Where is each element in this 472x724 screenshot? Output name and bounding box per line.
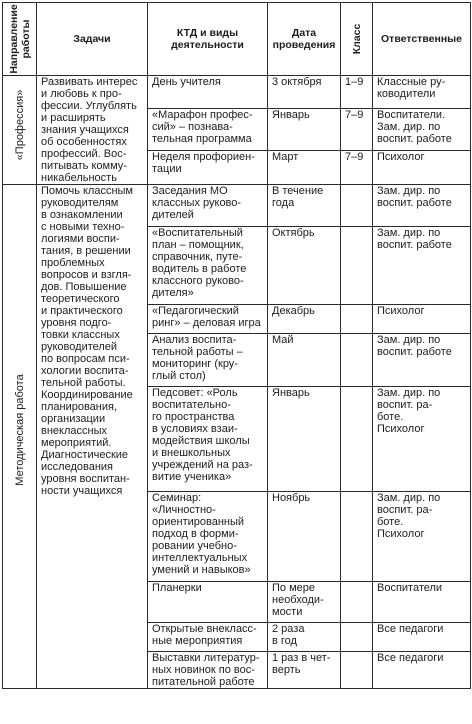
tasks-line: проблемных	[41, 257, 105, 269]
date-line: 2 раза	[272, 623, 305, 635]
tasks-line: руководителей	[41, 341, 118, 353]
work-plan-table	[2, 2, 471, 689]
responsible-cell	[373, 185, 471, 227]
tasks-line: исследования	[41, 461, 113, 473]
class-cell	[341, 623, 373, 652]
responsible-line: Все педагоги	[377, 623, 444, 635]
activity-line: план – помощник,	[152, 239, 244, 251]
activity-cell	[148, 108, 268, 151]
date-cell	[268, 334, 341, 387]
activity-line: Неделя профориен-	[152, 151, 255, 164]
activity-line: ровании учебно-	[152, 540, 237, 552]
header-row	[3, 3, 471, 76]
tasks-line: планирования,	[41, 401, 118, 413]
activity-line: подход в форми-	[152, 528, 239, 540]
activity-line: Семинар:	[152, 492, 202, 504]
date-cell	[268, 151, 341, 185]
table-row	[3, 76, 471, 109]
date-cell	[268, 185, 341, 227]
responsible-cell	[373, 334, 471, 387]
date-cell	[268, 652, 341, 689]
activity-line: День учителя	[152, 76, 221, 88]
class-cell	[341, 582, 373, 623]
tasks-line: организации	[41, 413, 106, 425]
activity-line: тельная программа	[152, 132, 252, 145]
activity-cell	[148, 76, 268, 109]
responsible-cell	[373, 492, 471, 582]
responsible-cell	[373, 76, 471, 109]
activity-line: водитель в работе	[152, 263, 247, 275]
activity-line: классных руково-	[152, 197, 242, 209]
header-tasks	[37, 3, 148, 76]
responsible-line: Зам. дир. по	[377, 387, 441, 399]
activity-line: питательной работе	[152, 676, 255, 688]
header-line: Направление	[7, 4, 20, 74]
table-row	[3, 185, 471, 227]
activity-line: мониторинг (кру-	[152, 358, 238, 370]
activity-cell	[148, 305, 268, 334]
responsible-line: воспит. ра-	[377, 504, 433, 516]
activity-cell	[148, 652, 268, 689]
date-line: Октябрь	[272, 227, 315, 239]
responsible-line: воспит. работе	[377, 239, 452, 251]
header-class-text	[351, 24, 363, 55]
class-cell	[341, 492, 373, 582]
responsible-line: Психолог	[377, 423, 425, 435]
responsible-cell	[373, 151, 471, 185]
date-line: Январь	[272, 108, 310, 121]
responsible-cell	[373, 623, 471, 652]
tasks-line: в ознакомлении	[41, 209, 123, 221]
tasks-line: вопросов и взгля-	[41, 269, 132, 281]
responsible-cell	[373, 582, 471, 623]
activity-line: и внешкольных	[152, 447, 231, 459]
tasks-line: и практического	[41, 305, 123, 317]
header-line: проведения	[272, 39, 336, 51]
date-line: Май	[272, 334, 294, 346]
tasks-line: уровня подго-	[41, 317, 112, 329]
header-direction	[3, 3, 37, 76]
activity-line: «Воспитательный	[152, 227, 243, 239]
activity-line: Открытые внекласс-	[152, 623, 257, 635]
header-line: работы	[19, 19, 32, 59]
responsible-line: Зам. дир. по	[377, 120, 441, 133]
activity-line: дителя»	[152, 287, 194, 299]
activity-line: «Личностно-	[152, 504, 216, 516]
responsible-line: Воспитатели.	[377, 108, 446, 121]
activity-cell	[148, 334, 268, 387]
date-cell	[268, 387, 341, 492]
responsible-line: Зам. дир. по	[377, 185, 441, 197]
activity-line: ные мероприятия	[152, 635, 243, 647]
responsible-line: воспит. ра-	[377, 399, 433, 411]
activity-line: Планерки	[152, 582, 202, 594]
activity-line: справочник, путе-	[152, 251, 243, 263]
tasks-line: Помочь классным	[41, 185, 133, 197]
tasks-line: никабельность	[41, 172, 117, 184]
header-line: деятельности	[171, 39, 244, 51]
activity-line: в условиях взаи-	[152, 423, 238, 435]
responsible-line: Психолог	[377, 151, 425, 164]
date-line: верть	[272, 664, 301, 676]
section-tasks-cell	[37, 76, 148, 185]
section-direction-label: Методическая работа	[13, 373, 26, 486]
responsible-cell	[373, 305, 471, 334]
header-responsible	[373, 3, 471, 76]
activity-line: глый стол)	[152, 370, 206, 382]
date-line: 3 октября	[272, 76, 322, 88]
activity-line: Анализ воспита-	[152, 334, 237, 346]
activity-cell	[148, 151, 268, 185]
class-cell	[341, 108, 373, 151]
activity-line: интеллектуальных	[152, 552, 248, 564]
header-line: Ответственные	[381, 33, 462, 45]
activity-line: «Марафон профес-	[152, 108, 253, 121]
tasks-line: об особенностях	[41, 136, 127, 148]
responsible-line: боте.	[377, 411, 404, 423]
responsible-line: Воспитатели	[377, 582, 443, 594]
date-line: По мере	[272, 582, 315, 594]
responsible-line: ководители	[377, 88, 436, 100]
date-line: года	[272, 197, 295, 209]
date-line: в год	[272, 635, 297, 647]
activity-cell	[148, 185, 268, 227]
header-line: Класс	[350, 23, 363, 55]
responsible-cell	[373, 227, 471, 305]
header-class	[341, 3, 373, 76]
class-cell	[341, 305, 373, 334]
activity-line: ринг» – деловая игра	[152, 317, 261, 329]
date-cell	[268, 623, 341, 652]
activity-line: го пространства	[152, 411, 235, 423]
activity-line: Педсовет: «Роль	[152, 387, 238, 399]
tasks-line: питывать комму-	[41, 160, 127, 172]
activity-line: воспитательно-	[152, 399, 231, 411]
responsible-line: Классные ру-	[377, 76, 446, 88]
activity-line: учреждений на раз-	[152, 459, 253, 471]
tasks-line: теоретического	[41, 293, 120, 305]
tasks-line: профессий. Вос-	[41, 148, 127, 160]
class-cell	[341, 387, 373, 492]
activity-line: Заседания МО	[152, 185, 228, 197]
activity-line: сий» – познава-	[152, 120, 233, 133]
date-cell	[268, 582, 341, 623]
header-line: КТД и виды	[176, 27, 239, 39]
date-line: необходи-	[272, 594, 324, 606]
date-line: мости	[272, 606, 303, 618]
activity-cell	[148, 623, 268, 652]
responsible-line: Зам. дир. по	[377, 492, 441, 504]
activity-line: тельной работы –	[152, 346, 243, 358]
tasks-line: Координирование	[41, 389, 133, 401]
date-cell	[268, 227, 341, 305]
tasks-line: товки классных	[41, 329, 120, 341]
date-cell	[268, 76, 341, 109]
tasks-line: знания учащихся	[41, 124, 129, 136]
tasks-line: Диагностические	[41, 449, 129, 461]
header-line: Дата	[291, 27, 317, 39]
date-line: Январь	[272, 387, 310, 399]
activity-line: «Педагогический	[152, 305, 239, 317]
activity-line: ных новинок по вос-	[152, 664, 255, 676]
activity-line: витие ученика»	[152, 471, 232, 483]
class-cell	[341, 334, 373, 387]
section-direction-cell	[3, 185, 37, 689]
tasks-line: и расширять	[41, 112, 106, 124]
responsible-cell	[373, 108, 471, 151]
section-tasks-cell	[37, 185, 148, 689]
class-cell	[341, 185, 373, 227]
header-activities	[148, 3, 268, 76]
activity-cell	[148, 492, 268, 582]
activity-line: ориентированный	[152, 516, 245, 528]
tasks-line: фессии. Углублять	[41, 100, 137, 112]
tasks-line: тельной работы.	[41, 377, 126, 389]
date-cell	[268, 108, 341, 151]
tasks-line: по вопросам пси-	[41, 353, 130, 365]
responsible-line: боте.	[377, 516, 404, 528]
activity-cell	[148, 387, 268, 492]
responsible-line: Зам. дир. по	[377, 227, 441, 239]
class-cell	[341, 76, 373, 109]
section-direction-cell	[3, 76, 37, 185]
header-line: Задачи	[73, 33, 111, 45]
tasks-line: внеклассных	[41, 425, 107, 437]
date-cell	[268, 305, 341, 334]
tasks-line: хологии воспита-	[41, 365, 129, 377]
tasks-line: дов. Повышение	[41, 281, 127, 293]
date-line: В течение	[272, 185, 324, 197]
tasks-line: уровня воспитан-	[41, 473, 130, 485]
class-cell	[341, 227, 373, 305]
tasks-line: руководителям	[41, 197, 119, 209]
header-direction-text	[8, 4, 32, 73]
header-date	[268, 3, 341, 76]
class-line: 7–9	[345, 151, 364, 164]
class-line: 7–9	[345, 108, 364, 121]
responsible-cell	[373, 652, 471, 689]
activity-line: умений и навыков»	[152, 564, 251, 576]
class-cell	[341, 151, 373, 185]
responsible-line: Все педагоги	[377, 652, 444, 664]
tasks-line: Развивать интерес	[41, 76, 138, 88]
tasks-line: логиями воспи-	[41, 233, 120, 245]
responsible-cell	[373, 387, 471, 492]
responsible-line: воспит. работе	[377, 346, 452, 358]
date-line: 1 раз в чет-	[272, 652, 331, 664]
tasks-line: с новыми техно-	[41, 221, 125, 233]
date-line: Декабрь	[272, 305, 315, 317]
responsible-line: Психолог	[377, 305, 425, 317]
class-line: 1–9	[345, 76, 364, 88]
date-line: Ноябрь	[272, 492, 311, 504]
tasks-line: ности учащихся	[41, 485, 123, 497]
tasks-line: мероприятий.	[41, 437, 112, 449]
activity-cell	[148, 227, 268, 305]
activity-line: классного руково-	[152, 275, 244, 287]
activity-line: тации	[152, 163, 182, 176]
activity-line: модействия школы	[152, 435, 250, 447]
responsible-line: Зам. дир. по	[377, 334, 441, 346]
responsible-line: воспит. работе	[377, 132, 452, 145]
activity-line: дителей	[152, 209, 194, 221]
date-cell	[268, 492, 341, 582]
class-cell	[341, 652, 373, 689]
tasks-line: и любовь к про-	[41, 88, 122, 100]
responsible-line: воспит. работе	[377, 197, 452, 209]
activity-line: Выставки литератур-	[152, 652, 260, 664]
activity-cell	[148, 582, 268, 623]
tasks-line: тания, в решении	[41, 245, 131, 257]
section-direction-label: «Профессия»	[13, 89, 26, 160]
responsible-line: Психолог	[377, 528, 425, 540]
date-line: Март	[272, 151, 299, 164]
